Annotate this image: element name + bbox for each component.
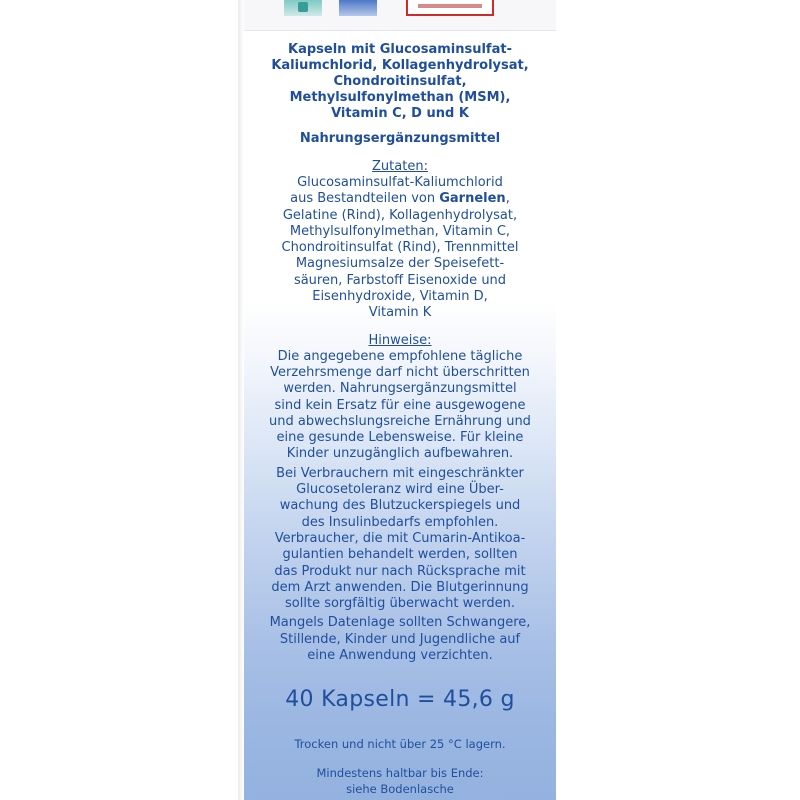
note-line: das Produkt nur nach Rücksprache mit xyxy=(274,563,526,579)
notes-heading: Hinweise: xyxy=(368,332,432,348)
title-line: Kapseln mit Glucosaminsulfat- xyxy=(288,42,512,57)
note-line: dem Arzt anwenden. Die Blutgerinnung xyxy=(271,579,529,595)
package-side-panel xyxy=(244,0,556,800)
note-line: gulantien behandelt werden, sollten xyxy=(282,547,518,563)
note-line: Die angegebene empfohlene tägliche xyxy=(277,348,523,364)
best-before-line: siehe Bodenlasche xyxy=(346,782,454,797)
ingredient-line: Magnesiumsalze der Speisefett- xyxy=(295,256,505,272)
title-line: Methylsulfonylmethan (MSM), xyxy=(289,90,511,105)
best-before-line: Mindestens haltbar bis Ende: xyxy=(316,766,484,781)
title-line: Chondroitinsulfat, xyxy=(333,74,467,89)
net-quantity: 40 Kapseln = 45,6 g xyxy=(285,687,515,713)
ingredient-line: Chondroitinsulfat (Rind), Trennmittel xyxy=(281,240,519,256)
ingredients-list xyxy=(244,175,556,322)
ingredient-line: Glucosaminsulfat-Kaliumchlorid xyxy=(297,175,503,190)
ingredient-line: Methylsulfonylmethan, Vitamin C, xyxy=(289,223,511,239)
storage-instructions: Trocken und nicht über 25 °C lagern. xyxy=(294,737,506,752)
ingredient-line-prefix: aus Bestandteilen von xyxy=(290,191,440,207)
note-line: des Insulinbedarfs empfohlen. xyxy=(301,514,499,530)
ingredient-line: Vitamin K xyxy=(368,305,432,321)
notes-paragraph-3 xyxy=(244,615,556,664)
note-line: Verbraucher, die mit Cumarin-Antikoa- xyxy=(274,530,526,546)
ingredient-line-suffix: , xyxy=(505,191,510,207)
note-line: und abwechslungsreiche Ernährung und xyxy=(269,413,531,429)
product-title xyxy=(244,42,556,122)
ingredient-line: Eisenhydroxide, Vitamin D, xyxy=(312,289,488,305)
ingredient-line xyxy=(244,191,556,207)
notes-paragraph-2 xyxy=(244,466,556,613)
product-category: Nahrungsergänzungsmittel xyxy=(299,131,501,146)
notes-paragraph-1 xyxy=(244,349,556,463)
note-line: eine gesunde Lebensweise. Für kleine xyxy=(276,430,524,446)
note-line: sind kein Ersatz für eine ausgewogene xyxy=(274,397,526,413)
blue-print-mark-icon xyxy=(339,0,377,16)
note-line: eine Anwendung verzichten. xyxy=(307,648,493,664)
note-line: Glucosetoleranz wird eine Über- xyxy=(296,482,504,498)
ingredient-line: säuren, Farbstoff Eisenoxide und xyxy=(293,272,507,288)
note-line: sollte sorgfältig überwacht werden. xyxy=(285,596,515,612)
note-line: Verzehrsmenge darf nicht überschritten xyxy=(270,364,530,380)
note-line: wachung des Blutzuckerspiegels und xyxy=(279,498,521,514)
title-line: Kaliumchlorid, Kollagenhydrolysat, xyxy=(271,58,529,73)
box-top-flap xyxy=(244,0,556,31)
best-before xyxy=(244,765,556,797)
title-line: Vitamin C, D und K xyxy=(331,106,469,121)
teal-print-mark-icon xyxy=(284,0,322,16)
ingredients-heading: Zutaten: xyxy=(372,159,428,174)
red-print-mark-icon xyxy=(406,0,494,16)
note-line: werden. Nahrungsergänzungsmittel xyxy=(283,381,517,397)
note-line: Stillende, Kinder und Jugendliche auf xyxy=(279,631,521,647)
note-line: Kinder unzugänglich aufbewahren. xyxy=(286,446,514,462)
note-line: Bei Verbrauchern mit eingeschränkter xyxy=(276,465,524,481)
ingredient-line: Gelatine (Rind), Kollagenhydrolysat, xyxy=(282,207,518,223)
allergen-garnelen: Garnelen xyxy=(439,191,506,207)
note-line: Mangels Datenlage sollten Schwangere, xyxy=(269,615,531,631)
label-text-block xyxy=(244,42,556,797)
